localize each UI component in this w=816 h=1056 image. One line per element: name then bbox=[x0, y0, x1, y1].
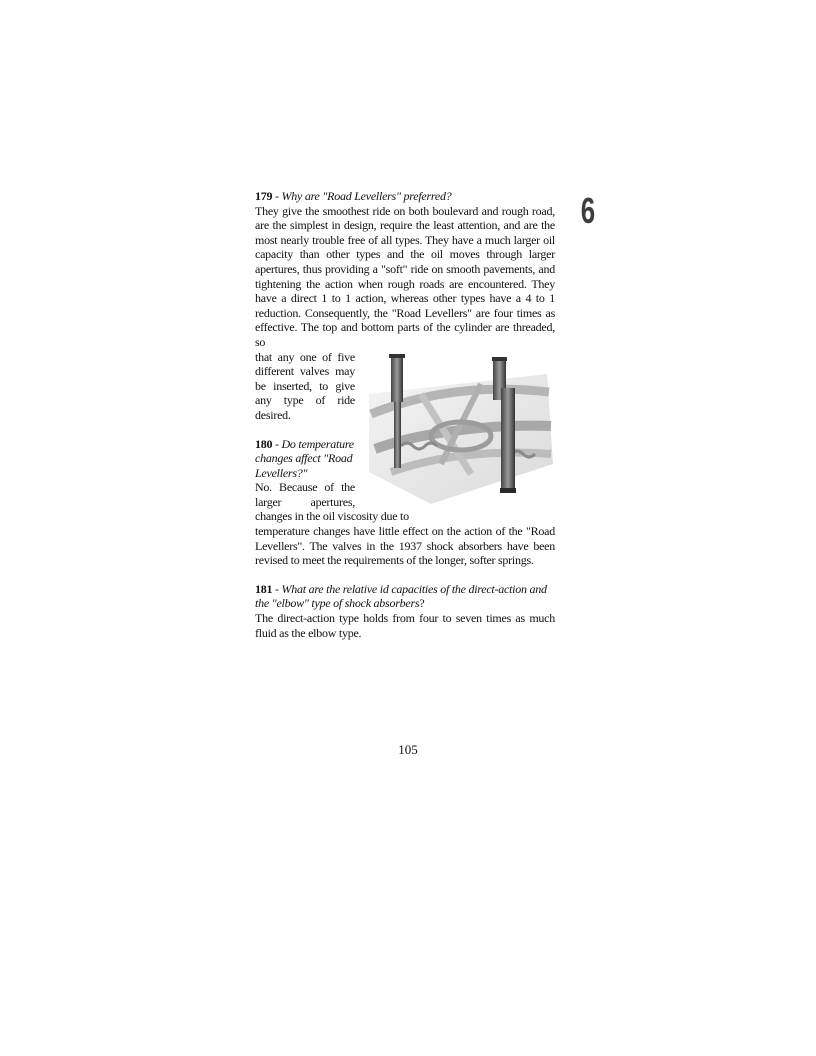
shock-absorber-illustration bbox=[361, 354, 555, 506]
question-separator: - bbox=[272, 189, 282, 203]
question-end: ? bbox=[419, 596, 425, 611]
chapter-tab: 6 bbox=[580, 190, 596, 231]
page-number: 105 bbox=[398, 742, 418, 757]
answer-181: The direct-action type holds from four to seven times as much fluid as the elbow type. bbox=[255, 611, 555, 640]
answer-180-rest: temperature changes have little effect on the action of the "Road Levellers". The valves in the 1937 shock absorbers have been revised to meet the requirements of the longer, softer springs. bbox=[255, 524, 555, 568]
answer-179-wrap: that any one of five different valves may be inserted, to give any type of ride desired. bbox=[255, 349, 355, 422]
question-separator: - bbox=[272, 581, 282, 596]
question-179 bbox=[255, 189, 555, 204]
shock-absorber-photo bbox=[361, 354, 555, 506]
question-text: Why are "Road Levellers" preferred? bbox=[281, 189, 452, 203]
answer-180-wrap: No. Because of the larger apertures, changes in the oil viscosity due to bbox=[255, 480, 409, 524]
question-number: 180 bbox=[255, 436, 273, 451]
question-number: 181 bbox=[255, 581, 273, 596]
spacer bbox=[255, 568, 555, 582]
text-column bbox=[255, 189, 555, 640]
question-number: 179 bbox=[255, 189, 273, 203]
question-text: Do temperature changes affect "Road Levellers?" bbox=[255, 436, 354, 480]
question-text: What are the relative id capacities of the direct-action and the "elbow" type of shock absorbers bbox=[255, 581, 547, 611]
question-separator: - bbox=[272, 436, 282, 451]
question-181 bbox=[255, 582, 555, 611]
answer-179-top: They give the smoothest ride on both boulevard and rough road, are the simplest in design, require the least attention, and are the most nearly trouble free of all types. They have a much larger oil capacity than other types and the oil moves through larger apertures, thus providing a "soft" ride on smooth pavements, and tightening the action when rough roads are encountered. They have a direct 1 to 1 action, whereas other types have a 4 to 1 reduction. Consequently, the "Road Levellers" are four times as effective. The top and bottom parts of the cylinder are threaded, so bbox=[255, 203, 555, 349]
